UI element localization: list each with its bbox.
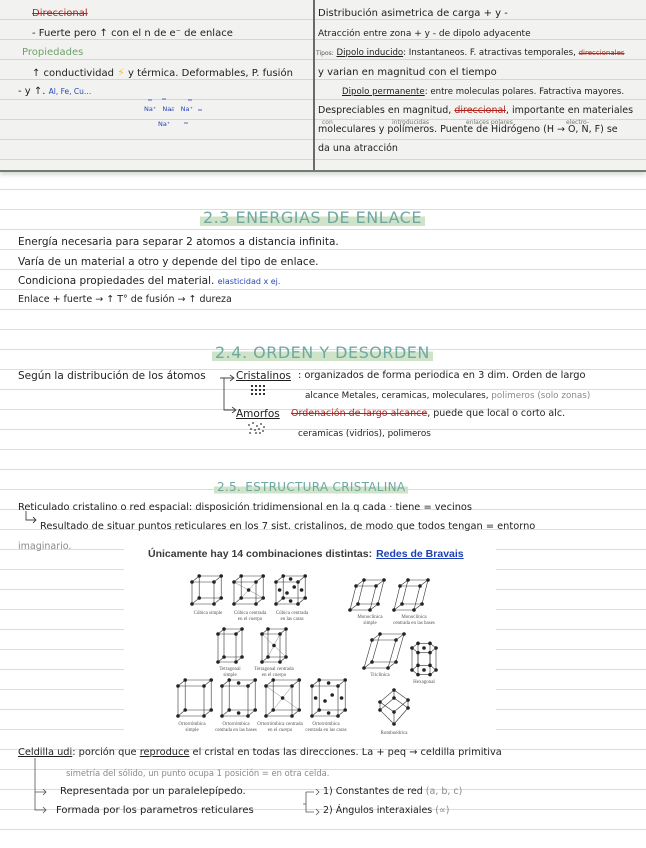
dipole-negligible-line: Despreciables en magnitud, direccional, importante en materiales xyxy=(318,105,634,116)
electron-sea-icon xyxy=(140,96,220,126)
dipole-types-line: Tipos: Dipolo inducido: Instantaneos. F. atractivas temporales, direccionales xyxy=(316,48,625,58)
bravais-label: Monoclínica centrada en las bases xyxy=(393,615,435,626)
small-note-enlaces: enlaces polares xyxy=(466,119,513,126)
bravais-lattice-diagrams xyxy=(124,540,496,742)
bravais-label: Ortorrómbica simple xyxy=(178,722,206,733)
small-note-introducidas: introducidas xyxy=(392,119,430,126)
conductividad-line: ↑ conductividad ⚡ y térmica. Deformables, P. fusión xyxy=(32,66,293,79)
bravais-label: Ortorrómbica centrada en las bases xyxy=(215,722,257,733)
cristalinos-desc1: : organizados de forma periodica en 3 dim. Orden de largo xyxy=(298,370,586,381)
energy-def-line1: Energía necesaria para separar 2 atomos a distancia infinita. xyxy=(18,236,339,248)
bravais-label: Cúbica centrada en el cuerpo xyxy=(233,611,267,622)
bravais-label: Tetragonal simple xyxy=(219,667,241,678)
crystal-lattice-def: Reticulado cristalino o red espacial: disposición tridimensional en la q cada · tiene = vecinos xyxy=(18,502,473,513)
bravais-link[interactable]: Redes de Bravais xyxy=(376,548,464,560)
celdilla-branch-arrows xyxy=(32,758,52,818)
bravais-label: Romboédrica xyxy=(380,731,408,736)
crystal-lattice-imaginario: imaginario. xyxy=(18,541,72,552)
ion-row-1: Na⁺ Na⁺ Na⁺ xyxy=(144,105,193,113)
amorphous-dots-icon xyxy=(246,421,268,435)
crystal-grid-icon xyxy=(250,384,270,396)
celdilla-simetria: simetría del sólido, un punto ocupa 1 posición = en otra celda. xyxy=(66,768,330,778)
small-note-electro: electro- xyxy=(566,119,589,126)
param-constantes: 1) Constantes de red (a, b, c) xyxy=(323,786,463,797)
bravais-label: Ortorrómbica centrada en el cuerpo xyxy=(257,722,303,733)
metallic-bond-note: - Fuerte pero ↑ con el n de e⁻ de enlace xyxy=(32,28,233,39)
bravais-title: Únicamente hay 14 combinaciones distintas: Redes de Bravais xyxy=(148,548,464,560)
cristalinos-desc2: alcance Metales, ceramicas, moleculares, polimeros (solo zonas) xyxy=(305,391,591,401)
cristalinos-label: Cristalinos xyxy=(236,370,291,382)
celdilla-parametros: Formada por los parametros reticulares xyxy=(56,805,254,816)
bravais-label: Triclínica xyxy=(370,673,390,678)
energy-def-line3: Condiciona propiedades del material. elasticidad x ej. xyxy=(18,275,281,287)
section-2-4-heading: 2.4. ORDEN Y DESORDEN xyxy=(212,343,433,362)
bravais-label: Hexagonal xyxy=(413,680,435,685)
section-2-5-heading: 2.5. ESTRUCTURA CRISTALINA xyxy=(214,480,408,494)
amorfos-desc2: ceramicas (vidrios), polimeros xyxy=(298,429,431,439)
direccional-strike: Direccional xyxy=(32,8,88,19)
lightning-icon: ⚡ xyxy=(117,66,125,79)
column-divider xyxy=(313,0,315,170)
dipole-def-line1: Distribución asimetrica de carga + y - xyxy=(318,8,508,19)
param-angulos: 2) Ángulos interaxiales (∝) xyxy=(323,805,450,816)
attraction-line: da una atracción xyxy=(318,143,398,154)
bravais-label: Cúbica centrada en las caras xyxy=(275,611,309,622)
ion-row-2: Na⁺ xyxy=(158,120,171,128)
metals-line: - y ↑. Al, Fe, Cu… xyxy=(18,86,92,97)
hydrogen-bond-line: moleculares y polímeros. Puente de Hidrógeno (H → O, N, F) se xyxy=(318,124,618,135)
bravais-label: Monoclínica simple xyxy=(357,615,383,626)
amorfos-desc1: Ordenación de largo alcance, puede que local o corto alc. xyxy=(291,408,566,419)
small-note-con: con xyxy=(322,119,333,126)
section-2-3-heading: 2.3 ENERGIAS DE ENLACE xyxy=(200,208,425,227)
energy-def-line4: Enlace + fuerte → ↑ T° de fusión → ↑ dureza xyxy=(18,294,232,305)
crystal-lattice-result: Resultado de situar puntos reticulares en los 7 sist. cristalinos, de modo que todos tengan = entorno xyxy=(40,521,536,532)
bravais-lattices-figure xyxy=(124,540,496,742)
bravais-label: Ortorrómbica centrada en las caras xyxy=(305,722,347,733)
dipole-magnitude-line: y varian en magnitud con el tiempo xyxy=(318,67,497,78)
bravais-label: Cúbica simple xyxy=(193,611,223,616)
bravais-label: Tetragonal centrada en el cuerpo xyxy=(254,667,294,678)
order-intro: Según la distribución de los átomos xyxy=(18,370,206,382)
amorfos-label: Amorfos xyxy=(236,408,280,420)
sub-arrow-icon xyxy=(24,510,38,524)
celdilla-def: Celdilla udi: porción que reproduce el cristal en todas las direcciones. La + peq → celdilla primitiva xyxy=(18,747,502,758)
dipole-def-line2: Atracción entre zona + y - de dipolo adyacente xyxy=(318,29,531,39)
energy-def-line2: Varía de un material a otro y depende del tipo de enlace. xyxy=(18,256,319,268)
propiedades-heading: Propiedades xyxy=(22,47,84,58)
celdilla-paralelepipedo: Representada por un paralelepípedo. xyxy=(60,786,246,797)
dipole-permanent-line: Dipolo permanente: entre moleculas polares. Fatractiva mayores. xyxy=(342,87,625,97)
